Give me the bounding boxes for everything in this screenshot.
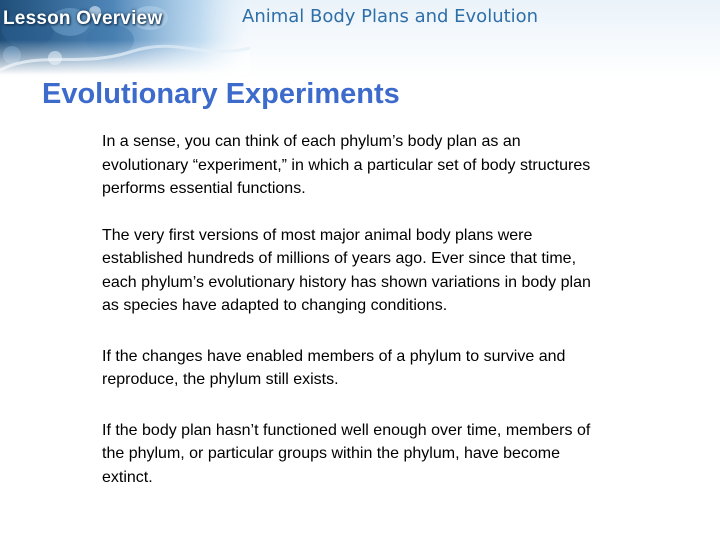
topic-title: Animal Body Plans and Evolution: [242, 6, 539, 27]
paragraph-body-plan-history: The very first versions of most major animal body plans were established hundreds of millions of years ago. Ever since that time, each phylum’s evolutionary history has shown variations in body plan as species have adapted to changing conditions.: [102, 226, 591, 314]
paragraph-phylum-extinct: If the body plan hasn’t functioned well enough over time, members of the phylum, or particular groups within the phylum, have become extinct.: [102, 421, 591, 486]
body-text: [102, 130, 672, 489]
lesson-overview-label: Lesson Overview: [3, 8, 163, 29]
slide-title: Evolutionary Experiments: [42, 78, 400, 110]
paragraph-phylum-experiment: In a sense, you can think of each phylum’s body plan as an evolutionary “experiment,” in which a particular set of body structures performs essential functions.: [102, 133, 591, 197]
paragraph-phylum-survives: If the changes have enabled members of a phylum to survive and reproduce, the phylum still exists.: [102, 347, 566, 388]
slide-header: [0, 0, 720, 80]
